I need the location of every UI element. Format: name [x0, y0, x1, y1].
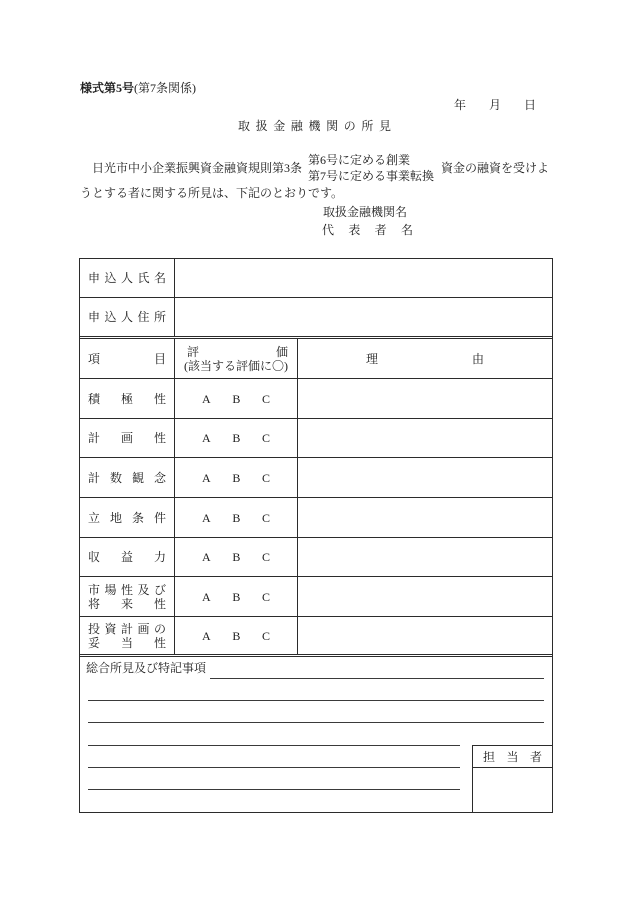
rating-option-a[interactable]: A [202, 470, 211, 485]
staff-box [472, 745, 552, 812]
rating-option-c[interactable]: C [261, 510, 270, 525]
remarks-line[interactable] [210, 678, 544, 679]
form-reference: (第7条関係) [134, 81, 197, 95]
evaluation-item-label-line-2: 妥 当 性 [88, 635, 166, 650]
evaluation-row-location [80, 498, 552, 538]
applicant-name-value-cell[interactable] [175, 259, 552, 297]
intro-option-startup: 第6号に定める創業 [308, 153, 411, 167]
evaluation-item-label: 計 画 性 [88, 431, 166, 445]
evaluation-header-row [80, 339, 552, 379]
rating-option-b[interactable]: B [232, 391, 241, 406]
reason-header-cell [298, 339, 552, 378]
evaluation-item-label-line-2: 将 来 性 [88, 596, 166, 611]
reason-cell[interactable] [298, 538, 552, 576]
rating-cell [175, 617, 298, 654]
remarks-line[interactable] [88, 789, 460, 790]
rating-option-a[interactable]: A [202, 550, 211, 564]
evaluation-item-label-line-1: 市 場 性 及 び [88, 582, 166, 597]
rating-option-b[interactable]: B [232, 510, 241, 525]
rating-option-c[interactable]: C [261, 628, 270, 643]
rating-option-c[interactable]: C [261, 470, 270, 485]
form-number: 様式第5号 [80, 81, 135, 95]
evaluation-item-cell [80, 577, 175, 616]
intro-line-2: うとする者に関する所見は、下記のとおりです。 [80, 186, 344, 200]
applicant-name-label: 申 込 人 氏 名 [88, 271, 166, 285]
applicant-address-value-cell[interactable] [175, 298, 552, 336]
staff-header [473, 746, 552, 768]
rating-cell [175, 458, 298, 497]
rating-cell [175, 498, 298, 537]
reason-cell[interactable] [298, 379, 552, 418]
evaluation-item-cell [80, 617, 175, 654]
evaluation-item-cell [80, 538, 175, 576]
rating-cell [175, 379, 298, 418]
remarks-line[interactable] [88, 700, 544, 701]
evaluation-item-cell [80, 419, 175, 457]
reason-cell[interactable] [298, 458, 552, 497]
reason-header: 理 由 [366, 352, 484, 366]
representative-name-label: 代 表 者 名 [322, 223, 413, 237]
staff-label: 担 当 者 [483, 749, 542, 764]
evaluation-item-label: 計 数 観 念 [88, 470, 166, 485]
evaluation-row-planning [80, 419, 552, 458]
applicant-name-label-cell [80, 259, 175, 297]
rating-option-c[interactable]: C [261, 391, 270, 406]
evaluation-item-label-line-1: 投 資 計 画 の [88, 621, 166, 636]
rating-header-cell [175, 339, 298, 378]
rating-cell [175, 538, 298, 576]
evaluation-item-label: 積 極 性 [88, 391, 166, 406]
intro-option-conversion: 第7号に定める事業転換 [308, 169, 435, 183]
reason-cell[interactable] [298, 498, 552, 537]
rating-option-a[interactable]: A [202, 431, 211, 445]
rating-option-a[interactable]: A [202, 589, 211, 604]
evaluation-item-cell [80, 498, 175, 537]
evaluation-item-cell [80, 458, 175, 497]
evaluation-item-label: 立 地 条 件 [88, 510, 166, 525]
evaluation-row-marketability [80, 577, 552, 617]
intro-regulation: 日光市中小企業振興資金融資規則第3条 [92, 161, 303, 175]
remarks-line[interactable] [88, 767, 460, 768]
rating-option-c[interactable]: C [261, 431, 270, 445]
rating-option-a[interactable]: A [202, 628, 211, 643]
institution-name-label: 取扱金融機関名 [323, 205, 408, 219]
remarks-line[interactable] [88, 722, 544, 723]
rating-option-c[interactable]: C [261, 550, 270, 564]
evaluation-item-cell [80, 379, 175, 418]
date-day-label: 日 [524, 98, 537, 112]
evaluation-item-label: 収 益 力 [88, 550, 166, 564]
date-month-label: 月 [489, 98, 502, 112]
applicant-address-label-cell [80, 298, 175, 336]
reason-cell[interactable] [298, 419, 552, 457]
applicant-address-row [80, 298, 552, 339]
remarks-section [80, 657, 552, 812]
evaluation-row-numeracy [80, 458, 552, 498]
rating-option-c[interactable]: C [261, 589, 270, 604]
rating-option-a[interactable]: A [202, 510, 211, 525]
applicant-name-row [80, 259, 552, 298]
item-header-cell [80, 339, 175, 378]
opinion-table [79, 258, 553, 813]
evaluation-row-investment-plan [80, 617, 552, 657]
applicant-address-label: 申 込 人 住 所 [88, 310, 166, 324]
rating-cell [175, 419, 298, 457]
document-title: 取 扱 金 融 機 関 の 所 見 [238, 119, 391, 133]
evaluation-row-initiative [80, 379, 552, 419]
remarks-label: 総合所見及び特記事項 [86, 661, 207, 675]
intro-continuation: 資金の融資を受けよ [441, 161, 550, 175]
item-header: 項 目 [88, 351, 166, 366]
reason-cell[interactable] [298, 617, 552, 654]
reason-cell[interactable] [298, 577, 552, 616]
form-number-line [80, 81, 196, 95]
rating-option-b[interactable]: B [232, 628, 241, 643]
rating-option-b[interactable]: B [232, 470, 241, 485]
rating-option-b[interactable]: B [232, 589, 241, 604]
rating-cell [175, 577, 298, 616]
staff-stamp-area[interactable] [473, 768, 552, 812]
evaluation-row-profitability [80, 538, 552, 577]
rating-header: 評 価 [187, 344, 288, 359]
remarks-line[interactable] [88, 745, 460, 746]
rating-option-a[interactable]: A [202, 391, 211, 406]
rating-option-b[interactable]: B [232, 550, 241, 564]
rating-option-b[interactable]: B [232, 431, 241, 445]
date-year-label: 年 [454, 98, 467, 112]
rating-note: (該当する評価に〇) [184, 358, 288, 373]
